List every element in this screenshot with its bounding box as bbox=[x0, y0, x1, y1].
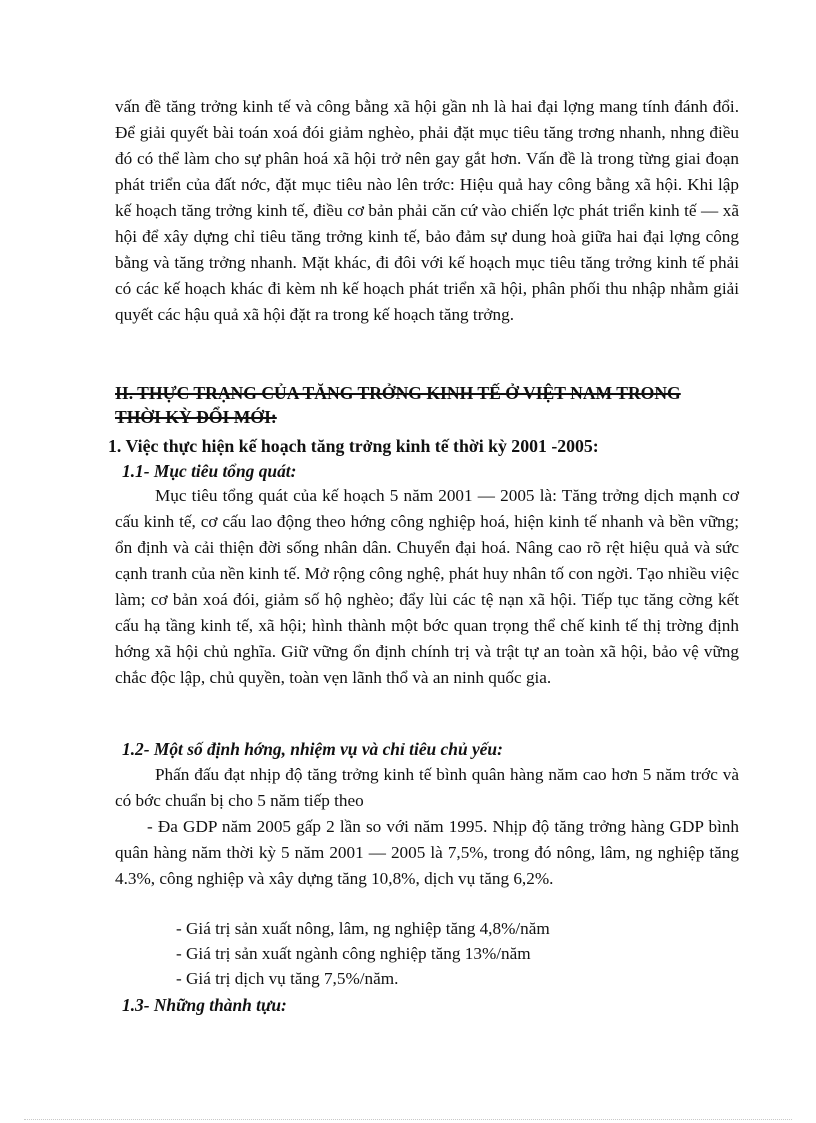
heading-general-objective: 1.1- Mục tiêu tổng quát: bbox=[122, 461, 297, 481]
bullet-services: - Giá trị dịch vụ tăng 7,5%/năm. bbox=[176, 969, 399, 988]
intro-paragraph: vấn đề tăng trởng kinh tế và công bằng xã hội gần nh là hai đại lợng mang tính đánh đổi. Để giải quyết bài toán xoá đói giảm nghèo, phải đặt mục tiêu tăng trơng nhanh, nhng điều đó có thể làm cho sự phân hoá xã hội trở nên gay gắt hơn. Vấn đề là trong từng giai đoạn phát triển của đất nớc, đặt mục tiêu nào lên trớc: Hiệu quả hay công bằng xã hội. Khi lập kế hoạch tăng trởng kinh tế, điều cơ bản phải căn cứ vào chiến lợc phát triển kinh tế — xã hội để xây dựng chỉ tiêu tăng trởng kinh tế, bảo đảm sự dung hoà giữa hai đại lợng công bằng và tăng trởng nhanh. Mặt khác, đi đôi với kế hoạch mục tiêu tăng trởng kinh tế phải có các kế hoạch khác đi kèm nh kế hoạch phát triển xã hội, phân phối thu nhập nhằm giải quyết các hậu quả xã hội đặt ra trong kế hoạch tăng trởng. bbox=[115, 97, 739, 324]
task-paragraph: Phấn đấu đạt nhịp độ tăng trởng kinh tế bình quân hàng năm cao hơn 5 năm trớc và có bớc chuẩn bị cho 5 năm tiếp theo bbox=[115, 765, 739, 810]
bullet-agriculture: - Giá trị sản xuất nông, lâm, ng nghiệp tăng 4,8%/năm bbox=[176, 919, 550, 938]
goal-paragraph: Mục tiêu tổng quát của kế hoạch 5 năm 2001 — 2005 là: Tăng trởng dịch mạnh cơ cấu kinh tế, cơ cấu lao động theo hớng công nghiệp hoá, hiện kinh tế nhanh và bền vững; ổn định và cải thiện đời sống nhân dân. Chuyển đại hoá. Nâng cao rõ rệt hiệu quả và sức cạnh tranh của nền kinh tế. Mở rộng công nghệ, phát huy nhân tố con ngời. Tạo nhiều việc làm; cơ bản xoá đói, giảm số hộ nghèo; đẩy lùi các tệ nạn xã hội. Tiếp tục tăng cờng kết cấu hạ tầng kinh tế, xã hội; hình thành một bớc quan trọng thể chế kinh tế thị trờng định hớng xã hội chủ nghĩa. Giữ vững ổn định chính trị và trật tự an toàn xã hội, bảo vệ vững chắc độc lập, chủ quyền, toàn vẹn lãnh thổ và an ninh quốc gia. bbox=[115, 486, 739, 687]
heading-achievements: 1.3- Những thành tựu: bbox=[122, 995, 287, 1015]
section-heading: II. THỰC TRẠNG CỦA TĂNG TRỞNG KINH TẾ Ở VIỆT NAM TRONG THỜI KỲ ĐỔI MỚI: bbox=[115, 383, 681, 427]
page-bottom-divider bbox=[24, 1119, 792, 1120]
gdp-paragraph: - Đa GDP năm 2005 gấp 2 lần so với năm 1995. Nhịp độ tăng trởng hàng GDP bình quân hàng năm thời kỳ 5 năm 2001 — 2005 là 7,5%, trong đó nông, lâm, ng nghiệp tăng 4.3%, công nghiệp và xây dựng tăng 10,8%, dịch vụ tăng 6,2%. bbox=[115, 817, 739, 888]
bullet-industry: - Giá trị sản xuất ngành công nghiệp tăng 13%/năm bbox=[176, 944, 531, 963]
heading-orientations: 1.2- Một số định hớng, nhiệm vụ và chỉ tiêu chủ yếu: bbox=[122, 739, 503, 759]
subsection-heading-1: 1. Việc thực hiện kế hoạch tăng trởng kinh tế thời kỳ 2001 -2005: bbox=[108, 436, 599, 456]
